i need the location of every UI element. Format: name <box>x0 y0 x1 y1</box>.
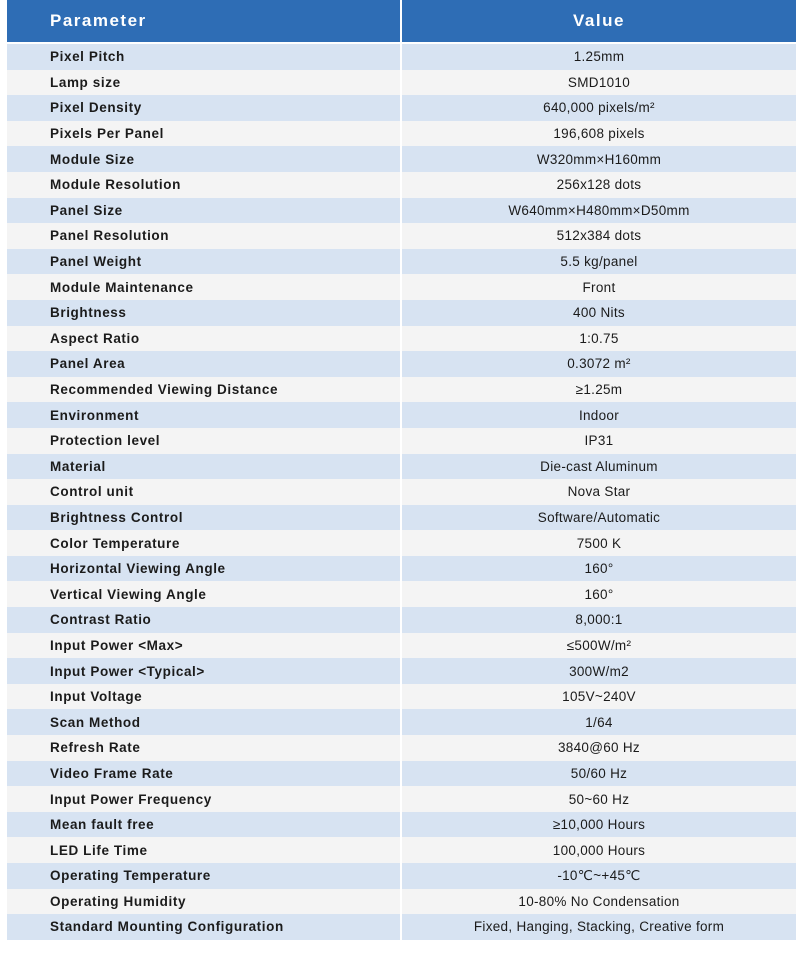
value-cell: 50/60 Hz <box>401 761 796 787</box>
value-cell: 7500 K <box>401 530 796 556</box>
value-cell: Die-cast Aluminum <box>401 454 796 480</box>
table-row <box>7 479 796 505</box>
value-cell: 256x128 dots <box>401 172 796 198</box>
value-cell: 1.25mm <box>401 43 796 70</box>
table-row <box>7 658 796 684</box>
header-parameter: Parameter <box>7 0 401 43</box>
value-cell: 105V~240V <box>401 684 796 710</box>
table-row <box>7 735 796 761</box>
parameter-cell: Contrast Ratio <box>7 607 401 633</box>
value-cell: 160° <box>401 581 796 607</box>
table-row <box>7 607 796 633</box>
table-row <box>7 530 796 556</box>
value-cell: 100,000 Hours <box>401 837 796 863</box>
value-cell: ≤500W/m² <box>401 633 796 659</box>
value-cell: 8,000:1 <box>401 607 796 633</box>
table-row <box>7 274 796 300</box>
table-row <box>7 249 796 275</box>
table-row <box>7 95 796 121</box>
value-cell: 196,608 pixels <box>401 121 796 147</box>
table-row <box>7 121 796 147</box>
table-row <box>7 70 796 96</box>
value-cell: 400 Nits <box>401 300 796 326</box>
parameter-cell: Mean fault free <box>7 812 401 838</box>
parameter-cell: Horizontal Viewing Angle <box>7 556 401 582</box>
table-row <box>7 684 796 710</box>
table-row <box>7 146 796 172</box>
parameter-cell: Standard Mounting Configuration <box>7 914 401 940</box>
value-cell: 300W/m2 <box>401 658 796 684</box>
parameter-cell: Panel Resolution <box>7 223 401 249</box>
parameter-cell: Operating Temperature <box>7 863 401 889</box>
parameter-cell: Module Resolution <box>7 172 401 198</box>
table-row <box>7 889 796 915</box>
value-cell: 512x384 dots <box>401 223 796 249</box>
table-row <box>7 402 796 428</box>
header-row <box>7 0 796 43</box>
table-row <box>7 454 796 480</box>
table-row <box>7 505 796 531</box>
value-cell: W640mm×H480mm×D50mm <box>401 198 796 224</box>
value-cell: 5.5 kg/panel <box>401 249 796 275</box>
parameter-cell: Refresh Rate <box>7 735 401 761</box>
parameter-cell: Pixel Pitch <box>7 43 401 70</box>
parameter-cell: Pixels Per Panel <box>7 121 401 147</box>
value-cell: 1:0.75 <box>401 326 796 352</box>
table-row <box>7 581 796 607</box>
parameter-cell: Input Voltage <box>7 684 401 710</box>
value-cell: Nova Star <box>401 479 796 505</box>
value-cell: 10-80% No Condensation <box>401 889 796 915</box>
value-cell: IP31 <box>401 428 796 454</box>
parameter-cell: Input Power <Typical> <box>7 658 401 684</box>
parameter-cell: Lamp size <box>7 70 401 96</box>
value-cell: Fixed, Hanging, Stacking, Creative form <box>401 914 796 940</box>
table-row <box>7 812 796 838</box>
parameter-cell: Protection level <box>7 428 401 454</box>
table-row <box>7 300 796 326</box>
parameter-cell: Pixel Density <box>7 95 401 121</box>
value-cell: ≥1.25m <box>401 377 796 403</box>
value-cell: 160° <box>401 556 796 582</box>
parameter-cell: Recommended Viewing Distance <box>7 377 401 403</box>
value-cell: 50~60 Hz <box>401 786 796 812</box>
parameter-cell: Panel Area <box>7 351 401 377</box>
parameter-cell: Vertical Viewing Angle <box>7 581 401 607</box>
parameter-cell: Module Maintenance <box>7 274 401 300</box>
parameter-cell: Color Temperature <box>7 530 401 556</box>
parameter-cell: Module Size <box>7 146 401 172</box>
table-row <box>7 786 796 812</box>
value-cell: W320mm×H160mm <box>401 146 796 172</box>
parameter-cell: Operating Humidity <box>7 889 401 915</box>
parameter-cell: Panel Size <box>7 198 401 224</box>
value-cell: -10℃~+45℃ <box>401 863 796 889</box>
parameter-cell: Aspect Ratio <box>7 326 401 352</box>
value-cell: SMD1010 <box>401 70 796 96</box>
parameter-cell: Scan Method <box>7 709 401 735</box>
value-cell: ≥10,000 Hours <box>401 812 796 838</box>
value-cell: 1/64 <box>401 709 796 735</box>
table-header <box>7 0 796 43</box>
parameter-cell: Input Power Frequency <box>7 786 401 812</box>
table-row <box>7 633 796 659</box>
table-row <box>7 914 796 940</box>
table-row <box>7 837 796 863</box>
parameter-cell: Brightness Control <box>7 505 401 531</box>
table-row <box>7 709 796 735</box>
table-row <box>7 172 796 198</box>
table-row <box>7 198 796 224</box>
parameter-cell: Input Power <Max> <box>7 633 401 659</box>
spec-table <box>7 0 796 940</box>
table-row <box>7 428 796 454</box>
table-row <box>7 761 796 787</box>
table-row <box>7 223 796 249</box>
table-body <box>7 43 796 940</box>
header-value: Value <box>401 0 796 43</box>
parameter-cell: Brightness <box>7 300 401 326</box>
value-cell: Front <box>401 274 796 300</box>
parameter-cell: Material <box>7 454 401 480</box>
table-row <box>7 351 796 377</box>
table-row <box>7 556 796 582</box>
table-row <box>7 377 796 403</box>
table-row <box>7 326 796 352</box>
value-cell: 3840@60 Hz <box>401 735 796 761</box>
parameter-cell: Environment <box>7 402 401 428</box>
parameter-cell: Control unit <box>7 479 401 505</box>
parameter-cell: Panel Weight <box>7 249 401 275</box>
value-cell: 0.3072 m² <box>401 351 796 377</box>
value-cell: Indoor <box>401 402 796 428</box>
table-row <box>7 43 796 70</box>
value-cell: 640,000 pixels/m² <box>401 95 796 121</box>
parameter-cell: LED Life Time <box>7 837 401 863</box>
table-row <box>7 863 796 889</box>
parameter-cell: Video Frame Rate <box>7 761 401 787</box>
value-cell: Software/Automatic <box>401 505 796 531</box>
